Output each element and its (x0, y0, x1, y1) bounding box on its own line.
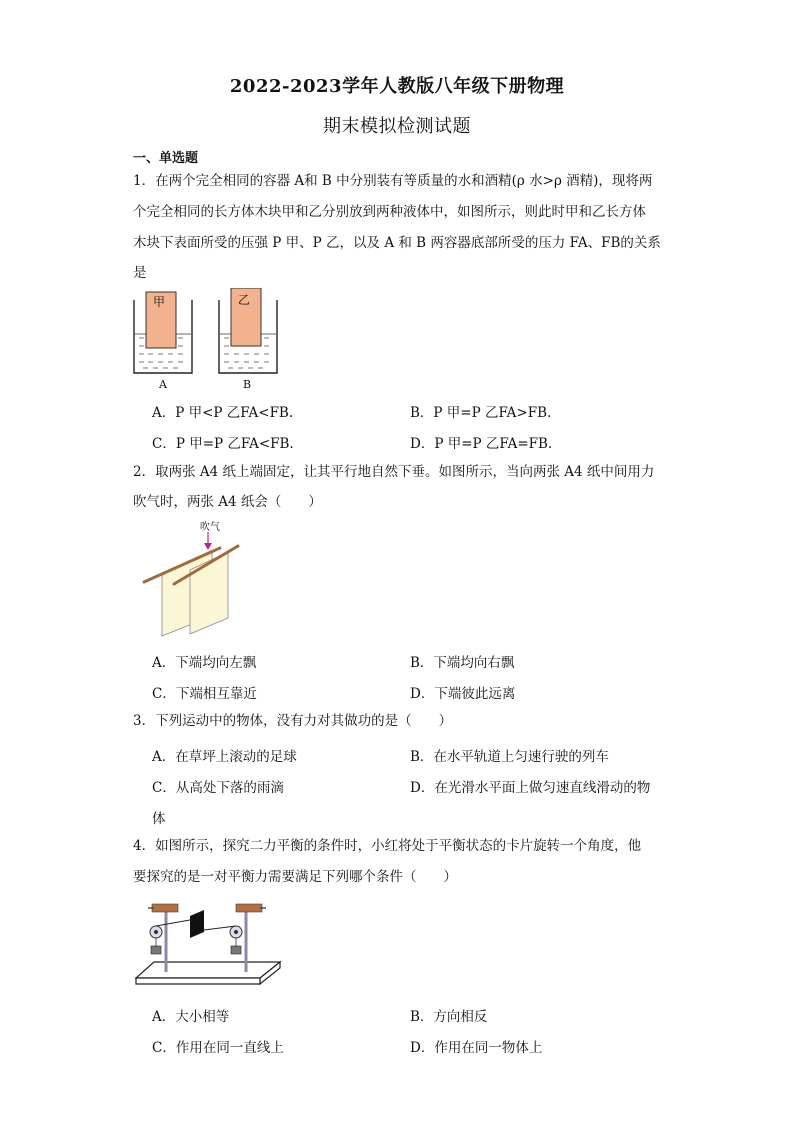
q2-option-b[interactable]: B．下端均向右飘 (410, 655, 515, 671)
q1-option-c[interactable]: C．P 甲=P 乙FA<FB. (152, 436, 294, 452)
blow-label: 吹气 (200, 522, 220, 533)
q4-option-a[interactable]: A．大小相等 (152, 1009, 230, 1025)
q3-option-d[interactable]: D．在光滑水平面上做匀速直线滑动的物 (410, 780, 651, 796)
question-4-line-2: 要探究的是一对平衡力需要满足下列哪个条件（ ） (133, 869, 457, 885)
q1-option-d[interactable]: D．P 甲=P 乙FA=FB. (410, 436, 553, 452)
question-1-line-3: 木块下表面所受的压强 P 甲、P 乙，以及 A 和 B 两容器底部所受的压力 FA、FB的关系 (133, 235, 661, 251)
q2-option-c[interactable]: C．下端相互靠近 (152, 686, 257, 702)
section-heading: 一、单选题 (133, 151, 199, 166)
q1-option-a[interactable]: A．P 甲<P 乙FA<FB. (152, 405, 294, 421)
q4-option-d[interactable]: D．作用在同一物体上 (410, 1040, 543, 1056)
q2-option-a[interactable]: A．下端均向左飘 (152, 655, 257, 671)
question-4-line-1: 4．如图所示，探究二力平衡的条件时，小红将处于平衡状态的卡片旋转一个角度，他 (133, 838, 642, 854)
q1-option-b[interactable]: B．P 甲=P 乙FA>FB. (410, 405, 552, 421)
figure-containers (130, 288, 290, 393)
q2-option-d[interactable]: D．下端彼此远离 (410, 686, 516, 702)
q4-option-b[interactable]: B．方向相反 (410, 1009, 488, 1025)
block-yi-label: 乙 (238, 293, 251, 307)
question-1-line-4: 是 (133, 265, 147, 281)
question-2-line-1: 2．取两张 A4 纸上端固定，让其平行地自然下垂。如图所示，当向两张 A4 纸中间用力 (133, 464, 655, 480)
container-b-label: B (243, 378, 252, 391)
block-jia-label: 甲 (153, 295, 166, 309)
q3-option-d-continued: 体 (152, 811, 166, 827)
question-2-line-2: 吹气时，两张 A4 纸会（ ） (133, 494, 322, 510)
figure-balance-apparatus (132, 898, 282, 990)
question-3-line-1: 3．下列运动中的物体，没有力对其做功的是（ ） (133, 713, 453, 729)
balance-apparatus-diagram (132, 898, 282, 990)
question-1-line-1: 1．在两个完全相同的容器 A和 B 中分别装有等质量的水和酒精(ρ 水>ρ 酒精)，现将两 (133, 173, 653, 189)
document-subtitle: 期末模拟检测试题 (323, 116, 471, 137)
q3-option-b[interactable]: B．在水平轨道上匀速行驶的列车 (410, 749, 609, 765)
question-1-line-2: 个完全相同的长方体木块甲和乙分别放到两种液体中，如图所示，则此时甲和乙长方体 (133, 204, 646, 220)
document-title: 2022-2023学年人教版八年级下册物理 (229, 76, 565, 97)
q3-option-c[interactable]: C．从高处下落的雨滴 (152, 780, 284, 796)
figure-paper-sheets (140, 518, 250, 640)
paper-sheets-diagram (140, 518, 250, 640)
q3-option-a[interactable]: A．在草坪上滚动的足球 (152, 749, 297, 765)
container-a-label: A (159, 378, 167, 391)
q4-option-c[interactable]: C．作用在同一直线上 (152, 1040, 284, 1056)
